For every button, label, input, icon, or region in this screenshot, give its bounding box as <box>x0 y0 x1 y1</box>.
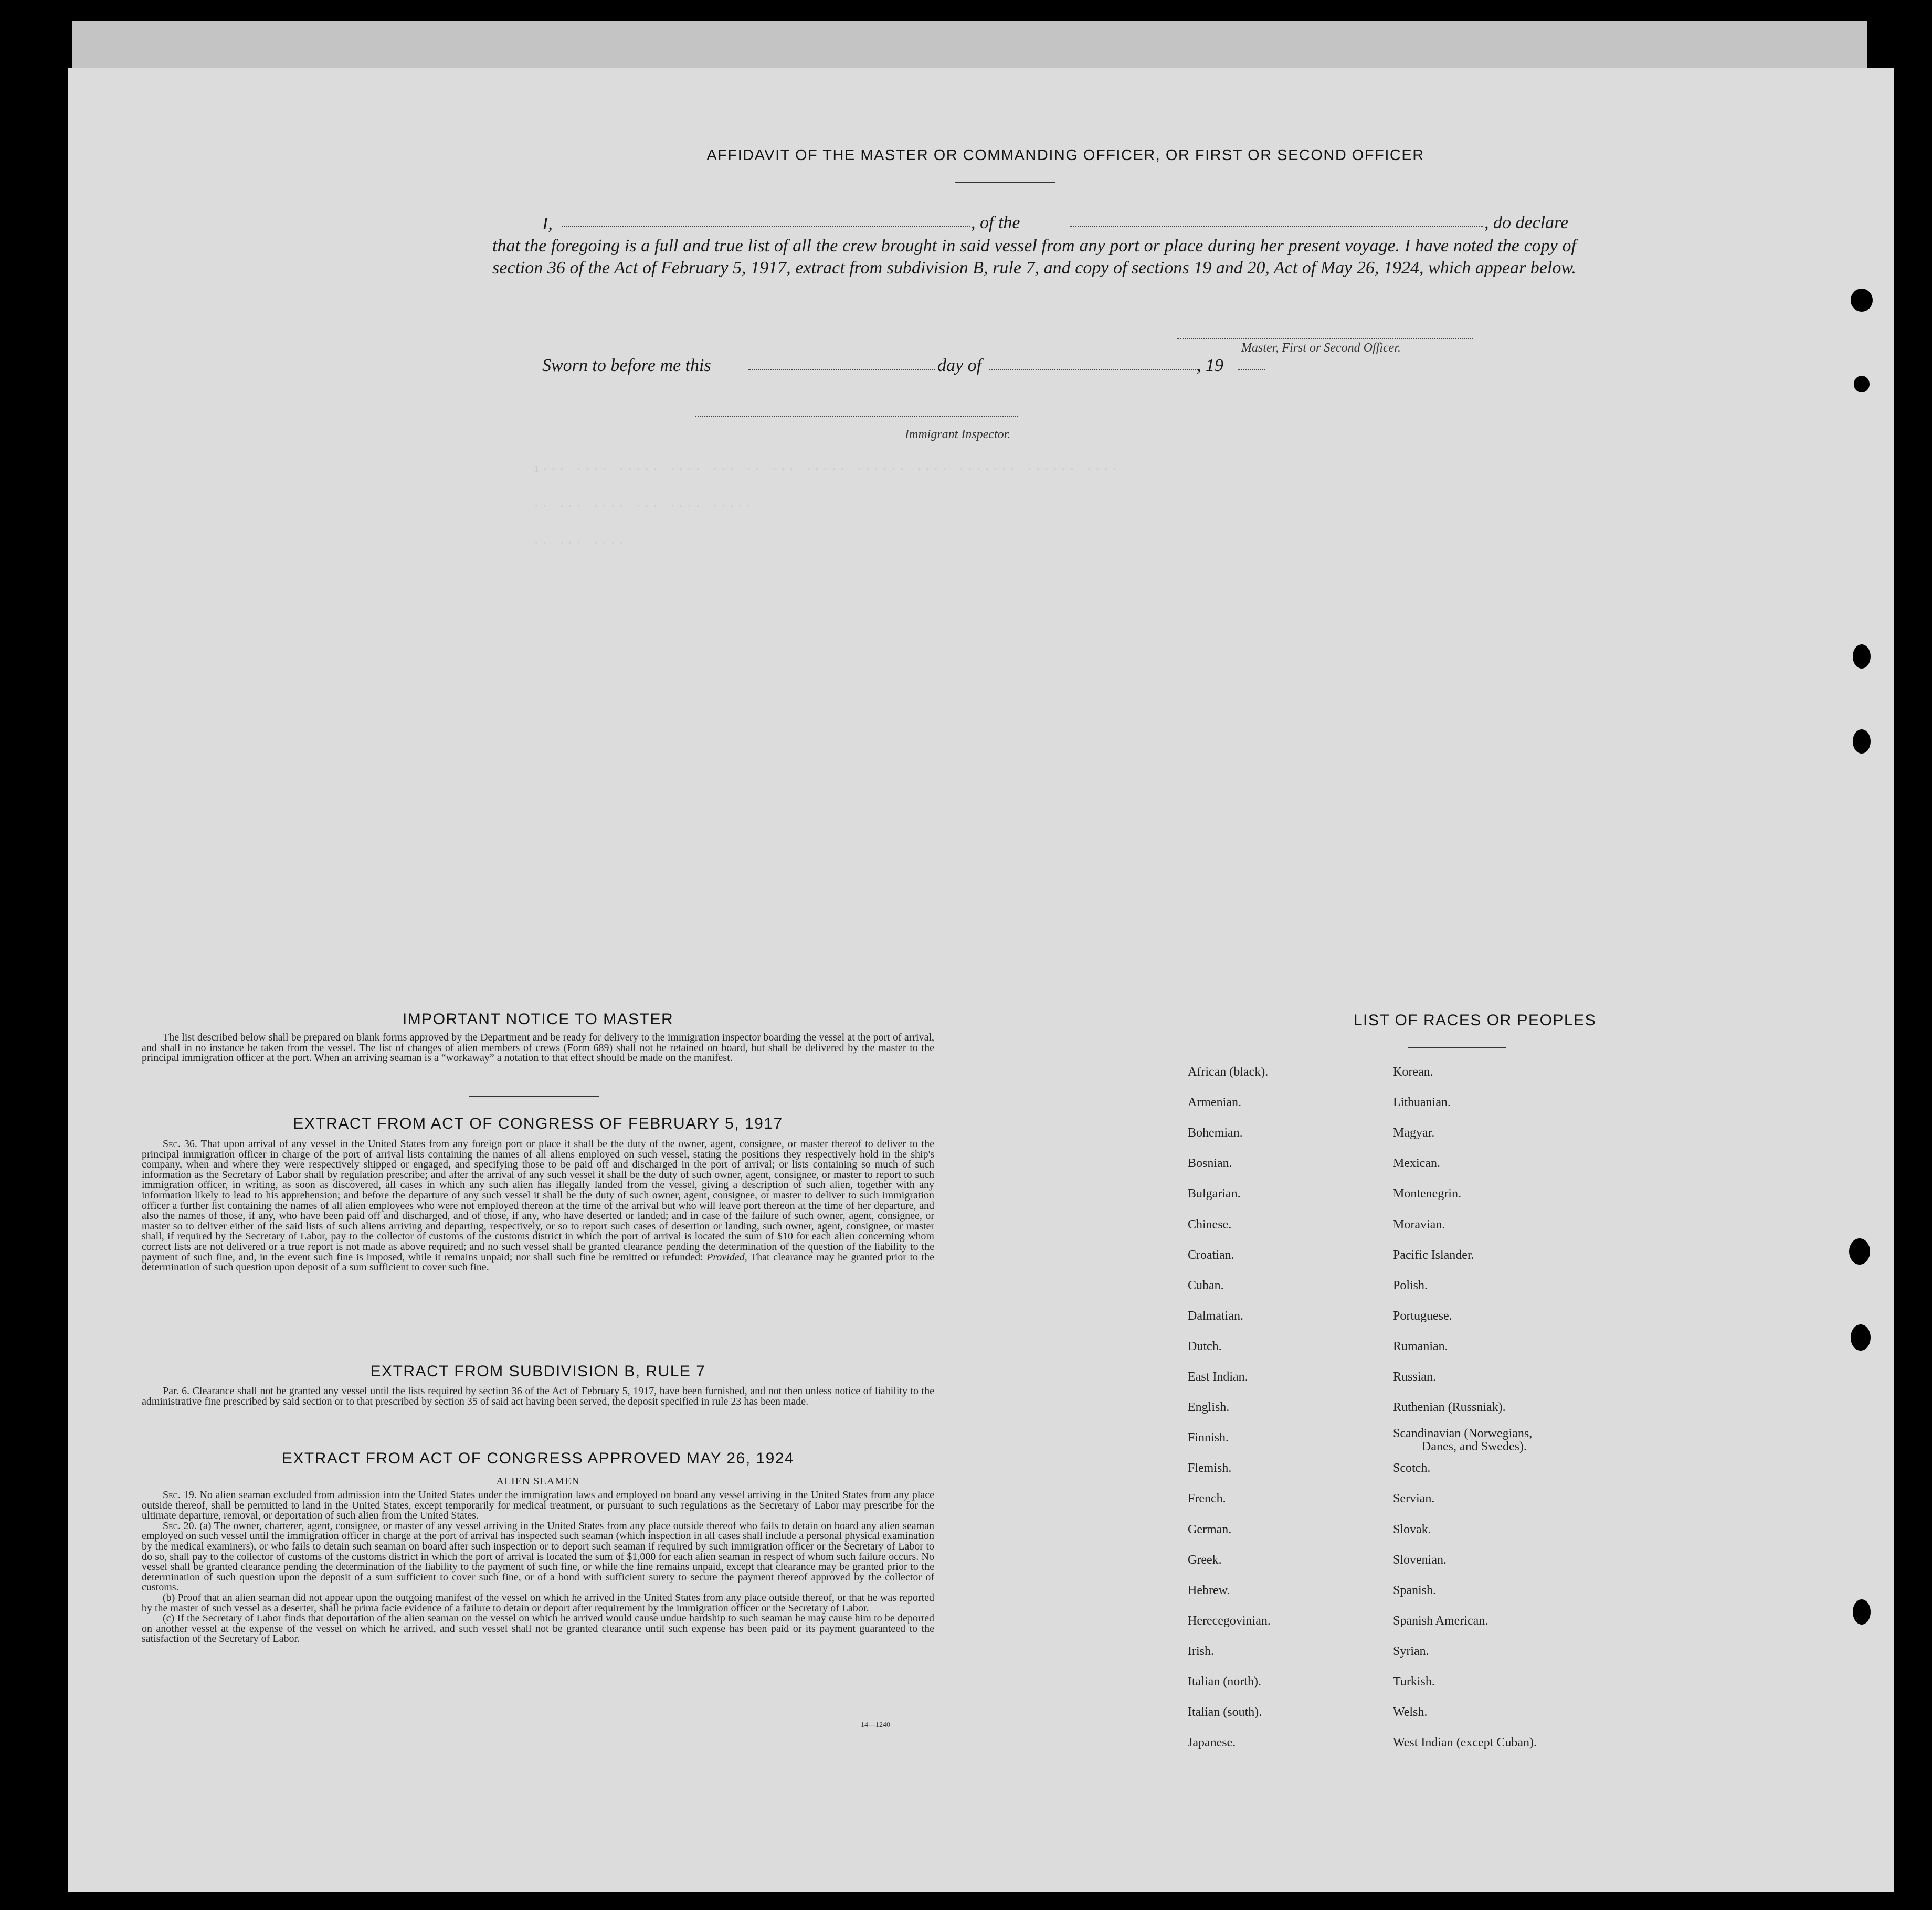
race-item: African (black). <box>1188 1065 1269 1079</box>
race-item: Korean. <box>1393 1065 1433 1079</box>
divider <box>469 1096 599 1097</box>
race-item: Spanish. <box>1393 1583 1437 1597</box>
vessel-label: , of the <box>971 213 1020 232</box>
race-item: Herecegovinian. <box>1188 1614 1271 1628</box>
extract-1924-title: EXTRACT FROM ACT OF CONGRESS APPROVED MAY 26, 1924 <box>281 1450 795 1467</box>
race-item: Turkish. <box>1393 1675 1435 1689</box>
section-36-text: Sec. 36. That upon arrival of any vessel in the United States from any foreign port or place it shall be the duty of the owner, agent, consignee, or master thereof to deliver to the principal immigration officer in charge of the port of arrival lists containing the names of all aliens employed on such vessel, stating the positions they respectively hold in the ship's company, when and where they were respectively shipped or engaged, and specifying those to be paid off and discharged in the port of arrival; or lists containing so much of such information as the Secretary of Labor shall by regulation prescribe; and after the arrival of any such vessel it shall be the duty of such owner, agent, consignee, or master to report to such immigration officer, in writing, as soon as discovered, all cases in which any such alien has illegally landed from the vessel, giving a description of such alien, together with any information likely to lead to his apprehension; and before the departure of any such vessel it shall be the duty of such owner, agent, consignee, or master to deliver to such immigration officer a further list containing the names of all alien employees who were not employed thereon at the time of the arrival but who will leave port thereon at the time of her departure, and also the names of those, if any, who have been paid off and discharged, and of those, if any, who have deserted or landed; and in case of the failure of such owner, agent, consignee, or master so to deliver either of the said lists of such aliens arriving and departing, respectively, or so to report such cases of desertion or landing, such owner, agent, consignee, or master shall, if required by the Secretary of Labor, pay to the collector of customs of the customs district in which the port of arrival is located the sum of $10 for each alien concerning whom correct lists are not delivered or a true report is not made as above required; and no such vessel shall be granted clearance pending the determination of the question of the liability to the payment of such fine, and, in the event such fine is imposed, while it remains unpaid; nor shall such fine be remitted or refunded: Provided, That clearance may be granted prior to the determination of such question upon deposit of a sum sufficient to cover such fine. <box>142 1138 935 1274</box>
rule7-title: EXTRACT FROM SUBDIVISION B, RULE 7 <box>370 1363 706 1380</box>
punch-hole <box>1851 1324 1871 1351</box>
race-item: Finnish. <box>1188 1431 1229 1445</box>
punch-hole <box>1853 729 1871 754</box>
vessel-name-field[interactable] <box>1070 226 1483 227</box>
day-of-label: day of <box>937 356 982 375</box>
race-item: Ruthenian (Russniak). <box>1393 1400 1506 1415</box>
race-item: Bosnian. <box>1188 1156 1232 1171</box>
extract-1917-title: EXTRACT FROM ACT OF CONGRESS OF FEBRUARY 5, 1917 <box>293 1115 783 1132</box>
race-item: Rumanian. <box>1393 1339 1448 1353</box>
race-item: Bohemian. <box>1188 1126 1243 1140</box>
declaration-text: that the foregoing is a full and true list of all the crew brought in said vessel from any port or place during her present voyage. I have noted the copy of section 36 of the Act of February 5, 1917, extract from subdivision B, rule 7, and copy of sections 19 and 20, Act of May 26, 1924, which appear below. <box>492 236 1576 278</box>
race-item: Armenian. <box>1188 1096 1241 1110</box>
race-item: Flemish. <box>1188 1461 1232 1476</box>
race-item: Dutch. <box>1188 1339 1222 1353</box>
race-item: Chinese. <box>1188 1217 1232 1232</box>
sworn-label: Sworn to before me this <box>542 356 711 375</box>
race-item: Magyar. <box>1393 1126 1435 1140</box>
race-item: East Indian. <box>1188 1370 1248 1384</box>
race-item: Croatian. <box>1188 1248 1234 1262</box>
alien-seamen-subtitle: ALIEN SEAMEN <box>496 1476 580 1487</box>
race-item: Moravian. <box>1393 1217 1445 1232</box>
race-item: Mexican. <box>1393 1156 1440 1171</box>
race-item: Japanese. <box>1188 1736 1236 1750</box>
form-number: 14—1240 <box>861 1721 890 1729</box>
affidavit-title: AFFIDAVIT OF THE MASTER OR COMMANDING OFFICER, OR FIRST OR SECOND OFFICER <box>706 147 1424 164</box>
race-item: Scandinavian (Norwegians, <box>1393 1427 1533 1441</box>
race-item: Spanish American. <box>1393 1614 1488 1628</box>
inspector-signature-field[interactable] <box>695 416 1018 417</box>
race-item: Italian (south). <box>1188 1705 1262 1720</box>
notice-title: IMPORTANT NOTICE TO MASTER <box>402 1011 674 1028</box>
race-item: Irish. <box>1188 1644 1214 1658</box>
sworn-year-field[interactable] <box>1238 369 1265 370</box>
race-item: Cuban. <box>1188 1278 1224 1292</box>
race-item: Dalmatian. <box>1188 1309 1243 1323</box>
race-item: Syrian. <box>1393 1644 1429 1658</box>
race-item: Italian (north). <box>1188 1675 1261 1689</box>
title-rule <box>955 182 1055 183</box>
punch-hole <box>1853 644 1871 668</box>
inspector-caption: Immigrant Inspector. <box>905 428 1011 441</box>
punch-hole <box>1853 1599 1871 1625</box>
section-36-label: Sec. 36. <box>163 1138 197 1150</box>
race-item: West Indian (except Cuban). <box>1393 1736 1537 1750</box>
race-item: German. <box>1188 1522 1232 1536</box>
punch-hole <box>1851 289 1873 312</box>
race-item: Russian. <box>1393 1370 1437 1384</box>
document-page: AFFIDAVIT OF THE MASTER OR COMMANDING OFFICER, OR FIRST OR SECOND OFFICER I, , of the , do declare that the foregoing is a full and true list of all the crew brought in said vessel from any port or place during her present voyage. I have noted the copy of section 36 of the Act of February 5, 1917, extract from subdivision B, rule 7, and copy of sections 19 and 20, Act of May 26, 1924, which appear below. Master, First or Second Officer. Sworn to before me this day of , 19 Immigrant Inspector. ı∙∙∙ ∙∙∙∙ ∙∙∙∙∙ ∙∙∙∙ ∙∙∙ ∙∙ ∙∙∙ ∙∙∙∙∙ ∙∙∙∙∙∙ ∙∙∙∙ ∙∙∙∙∙∙∙ ∙∙∙∙∙∙ ∙∙∙∙ ∙∙ ∙∙∙ ∙∙∙∙ ∙∙∙ ∙∙∙∙ ∙∙∙∙∙ ∙∙ ∙∙∙ ∙∙∙∙ IMPORTANT NOTICE TO MASTER The list described below shall be prepared on blank forms approved by the Department and be ready for delivery to the immigration inspector boarding the vessel at the port of arrival, and shall in no instance be taken from the vessel. The list of changes of alien members of crews (Form 689) shall not be retained on board, but shall be delivered by the master to the principal immigration officer at the port. When an arriving seaman is a “workaway” a notation to that effect should be made on the manifest. EXTRACT FROM ACT OF CONGRESS OF FEBRUARY 5, 1917 Sec. 36. That upon arrival of any vessel in the United States from any foreign port or place it shall be the duty of the owner, agent, consignee, or master thereof to deliver to the principal immigration officer in charge of the port of arrival lists containing the names of all aliens employed on such vessel, stating the positions they respectively hold in the ship's company, when and where they were respectively shipped or engaged, and specifying those to be paid off and discharged in the port of arrival; or lists containing so much of such information as the Secretary of Labor shall by regulation prescribe; and after the arrival of any such vessel it shall be the duty of such owner, agent, consignee, or master to report to such immigration officer, in writing, as soon as discovered, all cases in which any such alien has illegally landed from the vessel, giving a description of such alien, together with any information likely to lead to his apprehension; and before the departure of any such vessel it shall be the duty of such owner, agent, consignee, or master to deliver to such immigration officer a further list containing the names of all alien employees who were not employed thereon at the time of the arrival but who will leave port thereon at the time of her departure, and also the names of those, if any, who have been paid off and discharged, and of those, if any, who have deserted or landed; and in case of the failure of such owner, agent, consignee, or master so to deliver either of the said lists of such aliens arriving and departing, respectively, or so to report such cases of desertion or landing, such owner, agent, consignee, or master shall, if required by the Secretary of Labor, pay to the collector of customs of the customs district in which the port of arrival is located the sum of $10 for each alien concerning whom correct lists are not delivered or a true report is not made as above required; and no such vessel shall be granted clearance pending the determination of the question of the liability to the payment of such fine, and, in the event such fine is imposed, while it remains unpaid; nor shall such fine be remitted or refunded: Provided, That clearance may be granted prior to the determination of such question upon deposit of a sum sufficient to cover such fine. EXTRACT FROM SUBDIVISION B, RULE 7 Par. 6. Clearance shall not be granted any vessel until the lists required by section 36 of the Act of February 5, 1917, have been furnished, and not then unless notice of liability to the administrative fine prescribed by said section or to that prescribed by section 35 of said act having been served, the deposit specified in rule 23 has been made. EXTRACT FROM ACT OF CONGRESS APPROVED MAY 26, 1924 ALIEN SEAMEN Sec. 19. No alien seaman excluded from admission into the United States under the immigration laws and employed on board any vessel arriving in the United States from any place outside thereof, shall be permitted to land in the United States, except temporarily for medical treatment, or pursuant to such regulations as the Secretary of Labor may prescribe for the ultimate departure, removal, or deportation of such alien from the United States. Sec. 20. (a) The owner, charterer, agent, consignee, or master of any vessel arriving in the United States from any place outside thereof who fails to detain on board any alien seaman employed on such vessel until the immigration officer in charge at the port of arrival has inspected such seaman (which inspection in all cases shall include a personal physical examination by the medical examiners), or who fails to detain such seaman on board after such inspection or to deport such seaman if required by such immigration officer or the Secretary of Labor to do so, shall pay to the collector of customs of the customs district in which the port of arrival is located the sum of $1,000 for each alien seaman in respect of whom such failure occurs. No vessel shall be granted clearance pending the determination of the liability to the payment of such fine, or while the fine remains unpaid, except that clearance may be granted prior to the determination of such question upon the deposit of a sum sufficient to cover such fine, or of a bond with sufficient surety to secure the payment thereof approved by the collector of customs. (b) Proof that an alien seaman did not appear upon the outgoing manifest of the vessel on which he arrived in the United States from any place outside thereof, or that he was reported by the master of such vessel as a deserter, shall be prima facie evidence of a failure to detain or deport after requirement by the immigration officer or the Secretary of Labor. (c) If the Secretary of Labor finds that deportation of the alien seaman on the vessel on which he arrived would cause undue hardship to such seaman he may cause him to be deported on another vessel at the expense of the vessel on which he arrived, and such vessel shall not be granted clearance until such expense has been paid or its payment guaranteed to the satisfaction of the Secretary of Labor. 14—1240 LIST OF RACES OR PEOPLES African (black). Armenian. Bohemian. Bosnian. Bulgarian. Chinese. Croatian. Cuban. Dalmatian. Dutch. East Indian. English. Finnish. Flemish. French. German. Greek. Hebrew. Herecegovinian. Irish. Italian (north). Italian (south). Japanese. Korean. Lithuanian. Magyar. Mexican. Montenegrin. Moravian. Pacific Islander. Polish. Portuguese. Rumanian. Russian. Ruthenian (Russniak). Scandinavian (Norwegians, Scotch. Servian. Slovak. Slovenian. Spanish. Spanish American. Syrian. Turkish. Welsh. West Indian (except Cuban). Danes, and Swedes). <box>68 68 1894 1892</box>
punch-hole <box>1849 1238 1870 1265</box>
race-item: Servian. <box>1393 1492 1435 1506</box>
year-label: , 19 <box>1197 356 1223 375</box>
race-item: Scotch. <box>1393 1461 1431 1476</box>
sections-19-20-text: Sec. 19. No alien seaman excluded from admission into the United States under the immigration laws and employed on board any vessel arriving in the United States from any place outside thereof, shall be permitted to land in the United States, except temporarily for medical treatment, or pursuant to such regulations as the Secretary of Labor may prescribe for the ultimate departure, removal, or deportation of such alien from the United States. Sec. 20. (a) The owner, charterer, agent, consignee, or master of any vessel arriving in the United States from any place outside thereof who fails to detain on board any alien seaman employed on such vessel until the immigration officer in charge at the port of arrival has inspected such seaman (which inspection in all cases shall include a personal physical examination by the medical examiners), or who fails to detain such seaman on board after such inspection or to deport such seaman if required by such immigration officer or the Secretary of Labor to do so, shall pay to the collector of customs of the customs district in which the port of arrival is located the sum of $1,000 for each alien seaman in respect of whom such failure occurs. No vessel shall be granted clearance pending the determination of the liability to the payment of such fine, or while the fine remains unpaid, except that clearance may be granted prior to the determination of such question upon the deposit of a sum sufficient to cover such fine, or of a bond with sufficient surety to secure the payment thereof approved by the collector of customs. (b) Proof that an alien seaman did not appear upon the outgoing manifest of the vessel on which he arrived in the United States from any place outside thereof, or that he was reported by the master of such vessel as a deserter, shall be prima facie evidence of a failure to detain or deport after requirement by the immigration officer or the Secretary of Labor. (c) If the Secretary of Labor finds that deportation of the alien seaman on the vessel on which he arrived would cause undue hardship to such seaman he may cause him to be deported on another vessel at the expense of the vessel on which he arrived, and such vessel shall not be granted clearance until such expense has been paid or its payment guaranteed to the satisfaction of the Secretary of Labor. <box>142 1489 935 1645</box>
race-item: Slovenian. <box>1393 1553 1447 1567</box>
do-declare-label: , do declare <box>1484 213 1569 232</box>
race-item-continuation: Danes, and Swedes). <box>1422 1440 1527 1454</box>
race-item: French. <box>1188 1492 1226 1506</box>
proviso: Provided, <box>706 1251 747 1263</box>
race-item: Hebrew. <box>1188 1583 1230 1597</box>
master-signature-field[interactable] <box>1177 338 1473 339</box>
sworn-month-field[interactable] <box>989 369 1198 370</box>
sworn-day-field[interactable] <box>748 369 935 370</box>
race-item: Welsh. <box>1393 1705 1428 1720</box>
race-item: Slovak. <box>1393 1522 1431 1536</box>
declarant-label: I, <box>542 214 553 234</box>
master-caption: Master, First or Second Officer. <box>1241 341 1401 355</box>
punch-hole <box>1854 376 1870 392</box>
race-item: Polish. <box>1393 1278 1428 1292</box>
race-item: Lithuanian. <box>1393 1096 1451 1110</box>
race-item: Pacific Islander. <box>1393 1248 1474 1262</box>
race-item: English. <box>1188 1400 1230 1415</box>
races-rule <box>1408 1047 1506 1048</box>
declarant-name-field[interactable] <box>562 226 970 227</box>
race-item: Greek. <box>1188 1553 1222 1567</box>
race-item: Portuguese. <box>1393 1309 1452 1323</box>
rule7-text: Par. 6. Clearance shall not be granted any vessel until the lists required by section 36 of the Act of February 5, 1917, have been furnished, and not then unless notice of liability to the administrative fine prescribed by said section or to that prescribed by section 35 of said act having been served, the deposit specified in rule 23 has been made. <box>142 1385 934 1407</box>
race-item: Montenegrin. <box>1393 1187 1461 1201</box>
notice-text: The list described below shall be prepared on blank forms approved by the Department and be ready for delivery to the immigration inspector boarding the vessel at the port of arrival, and shall in no instance be taken from the vessel. The list of changes of alien members of crews (Form 689) shall not be retained on board, but shall be delivered by the master to the principal immigration officer at the port. When an arriving seaman is a “workaway” a notation to that effect should be made on the manifest. <box>142 1032 934 1064</box>
race-item: Bulgarian. <box>1188 1187 1241 1201</box>
races-title: LIST OF RACES OR PEOPLES <box>1353 1012 1597 1029</box>
